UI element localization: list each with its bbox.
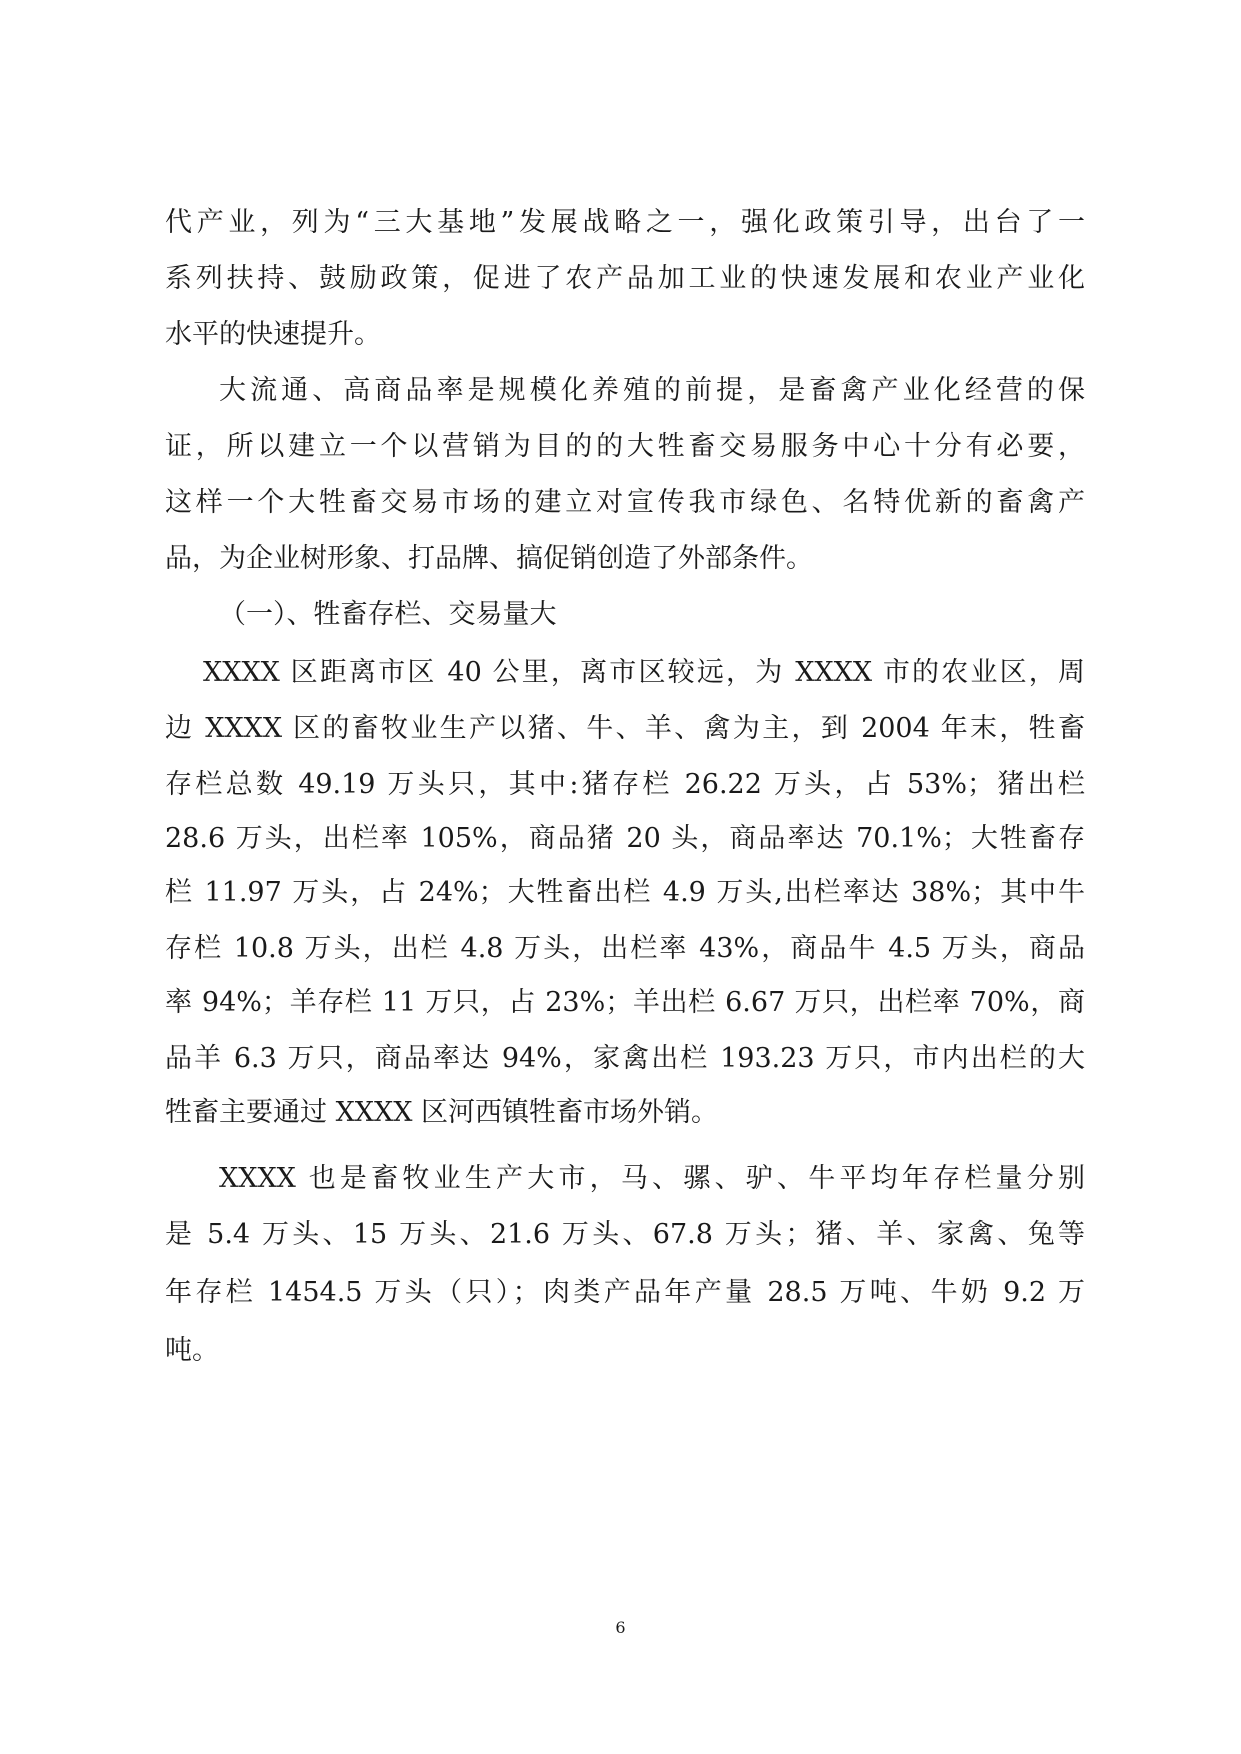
text-line: 存栏 10.8 万头，出栏 4.8 万头，出栏率 43%，商品牛 4.5 万头，商品 bbox=[165, 933, 1085, 964]
text-line: XXXX 也是畜牧业生产大市，马、骡、驴、牛平均年存栏量分别 bbox=[219, 1163, 1085, 1194]
text-line: 存栏总数 49.19 万头只，其中:猪存栏 26.22 万头，占 53%；猪出栏 bbox=[165, 769, 1085, 800]
text-line: 这样一个大牲畜交易市场的建立对宣传我市绿色、名特优新的畜禽产 bbox=[165, 487, 1085, 518]
text-line: 边 XXXX 区的畜牧业生产以猪、牛、羊、禽为主，到 2004 年末，牲畜 bbox=[165, 713, 1085, 744]
text-line: 率 94%；羊存栏 11 万只，占 23%；羊出栏 6.67 万只，出栏率 70%，商 bbox=[165, 987, 1085, 1018]
page-number: 6 bbox=[615, 1618, 626, 1637]
text-line: 牲畜主要通过 XXXX 区河西镇牲畜市场外销。 bbox=[165, 1097, 719, 1128]
text-line: XXXX 区距离市区 40 公里，离市区较远，为 XXXX 市的农业区，周 bbox=[203, 657, 1085, 688]
text-line: 系列扶持、鼓励政策，促进了农产品加工业的快速发展和农业产业化 bbox=[165, 263, 1085, 294]
text-line: 水平的快速提升。 bbox=[165, 319, 381, 350]
text-line: 是 5.4 万头、15 万头、21.6 万头、67.8 万头；猪、羊、家禽、兔等 bbox=[165, 1219, 1085, 1250]
text-line: 年存栏 1454.5 万头（只）；肉类产品年产量 28.5 万吨、牛奶 9.2 万 bbox=[165, 1277, 1085, 1308]
section-heading: （一）、牲畜存栏、交易量大 bbox=[219, 599, 557, 630]
text-line: 证，所以建立一个以营销为目的的大牲畜交易服务中心十分有必要， bbox=[165, 431, 1085, 462]
text-line: 28.6 万头，出栏率 105%，商品猪 20 头，商品率达 70.1%；大牲畜存 bbox=[165, 823, 1085, 854]
text-line: 品羊 6.3 万只，商品率达 94%，家禽出栏 193.23 万只，市内出栏的大 bbox=[165, 1043, 1085, 1074]
text-line: 吨。 bbox=[165, 1335, 219, 1366]
text-line: 代产业，列为“三大基地”发展战略之一，强化政策引导，出台了一 bbox=[165, 207, 1085, 238]
text-line: 大流通、高商品率是规模化养殖的前提，是畜禽产业化经营的保 bbox=[219, 375, 1085, 406]
text-line: 品，为企业树形象、打品牌、搞促销创造了外部条件。 bbox=[165, 543, 813, 574]
text-line: 栏 11.97 万头，占 24%；大牲畜出栏 4.9 万头,出栏率达 38%；其中牛 bbox=[165, 877, 1085, 908]
